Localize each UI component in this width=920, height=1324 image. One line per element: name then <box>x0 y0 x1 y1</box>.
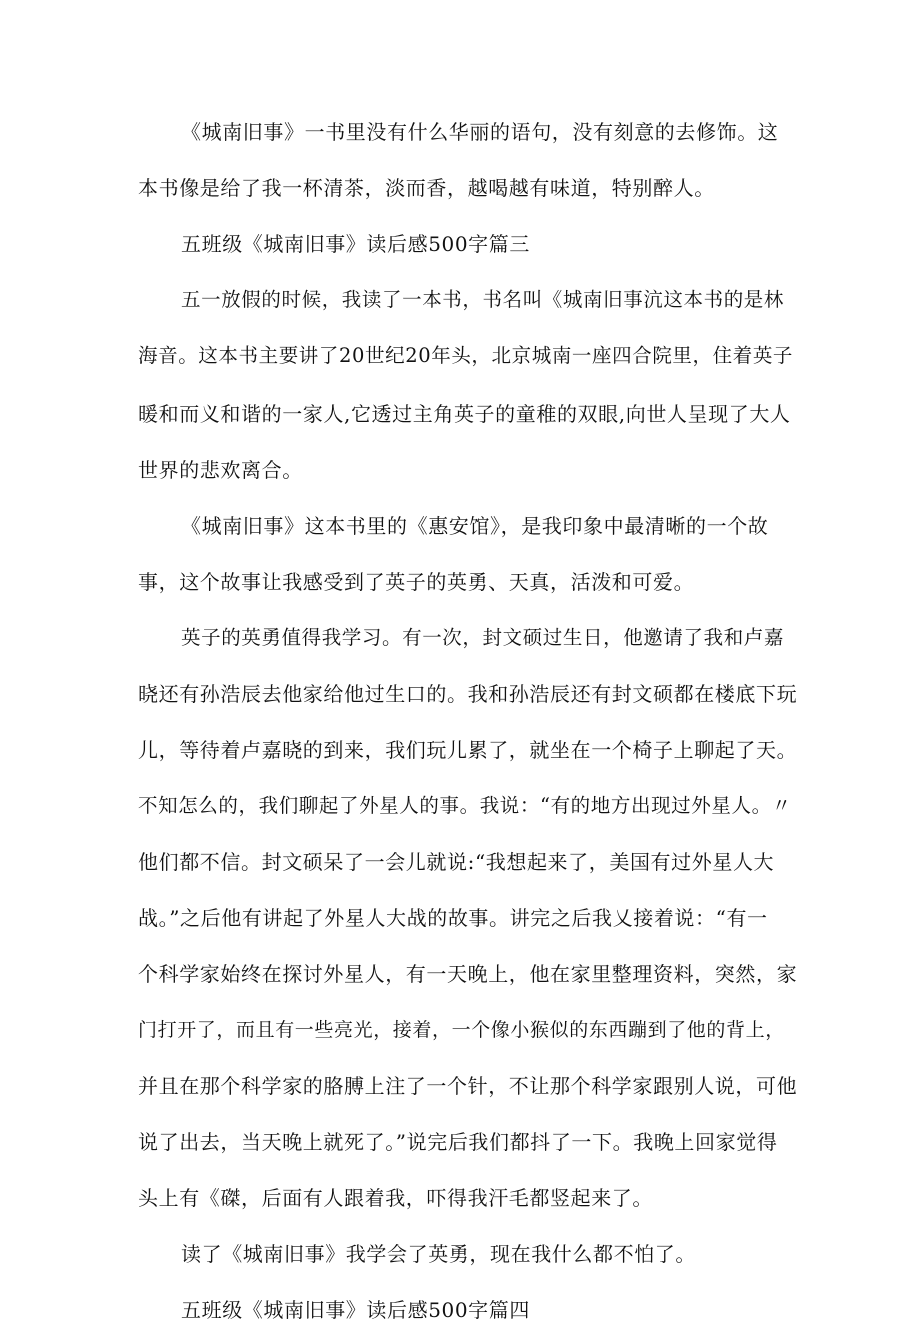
paragraph-line: 海音。这本书主要讲了20世纪20年头，北京城南一座四合院里，住着英子 <box>138 344 794 367</box>
paragraph-line: 《城南旧事》一书里没有什么华丽的语句，没有刻意的去修饰。这 <box>181 120 779 144</box>
paragraph-line: 儿，等待着卢嘉晓的到来，我们玩儿累了，就坐在一个椅子上聊起了天。 <box>138 738 798 762</box>
paragraph-line: 门打开了，而且有一些亮光，接着，一个像小猴似的东西蹦到了他的背上， <box>138 1019 785 1041</box>
section-heading: 五班级《城南旧事》读后感500字篇四 <box>181 1298 530 1322</box>
paragraph-line: 战。”之后他有讲起了外星人大战的故事。讲完之后我乂接着说：“有一 <box>138 906 768 930</box>
paragraph-line: 世界的悲欢离合。 <box>138 458 303 482</box>
paragraph-line: 并且在那个科学家的胳膊上注了一个针，不让那个科学家跟别人说，可他 <box>138 1074 798 1098</box>
paragraph-line: 说了出去，当天晚上就死了。”说完后我们都抖了一下。我晚上回家觉得 <box>138 1130 778 1154</box>
paragraph-line: 《城南旧事》这本书里的《惠安馆》，是我印象中最清晰的一个故 <box>181 514 769 538</box>
paragraph-line: 暖和而义和谐的一家人,它透过主角英子的童稚的双眼,向世人呈现了大人 <box>138 402 791 426</box>
paragraph-line: 不知怎么的，我们聊起了外星人的事。我说：“有的地方出现过外星人。〃 <box>138 794 792 817</box>
paragraph-line: 五一放假的时候，我读了一本书，书名叫《城南旧事沆这本书的是林 <box>181 288 785 311</box>
paragraph-line: 他们都不信。封文硕呆了一会儿就说:“我想起来了，美国有过外星人大 <box>138 850 775 874</box>
paragraph-line: 本书像是给了我一杯清茶，淡而香，越喝越有味道，特别醉人。 <box>138 176 715 200</box>
paragraph-line: 个科学家始终在探讨外星人，有一天晚上，他在家里整理资料，突然，家 <box>138 962 798 986</box>
paragraph-line: 英子的英勇值得我学习。有一次，封文硕过生日，他邀请了我和卢嘉 <box>181 626 785 649</box>
section-heading: 五班级《城南旧事》读后感500字篇三 <box>181 232 530 256</box>
paragraph-line: 头上有《磔，后面有人跟着我，吓得我汗毛都竖起来了。 <box>138 1186 653 1210</box>
paragraph-line: 晓还有孙浩辰去他家给他过生口的。我和孙浩辰还有封文硕都在楼底下玩 <box>138 682 798 706</box>
paragraph-line: 事，这个故事让我感受到了英子的英勇、天真，活泼和可爱。 <box>138 570 695 594</box>
paragraph-line: 读了《城南旧事》我学会了英勇，现在我什么都不怕了。 <box>181 1242 696 1266</box>
